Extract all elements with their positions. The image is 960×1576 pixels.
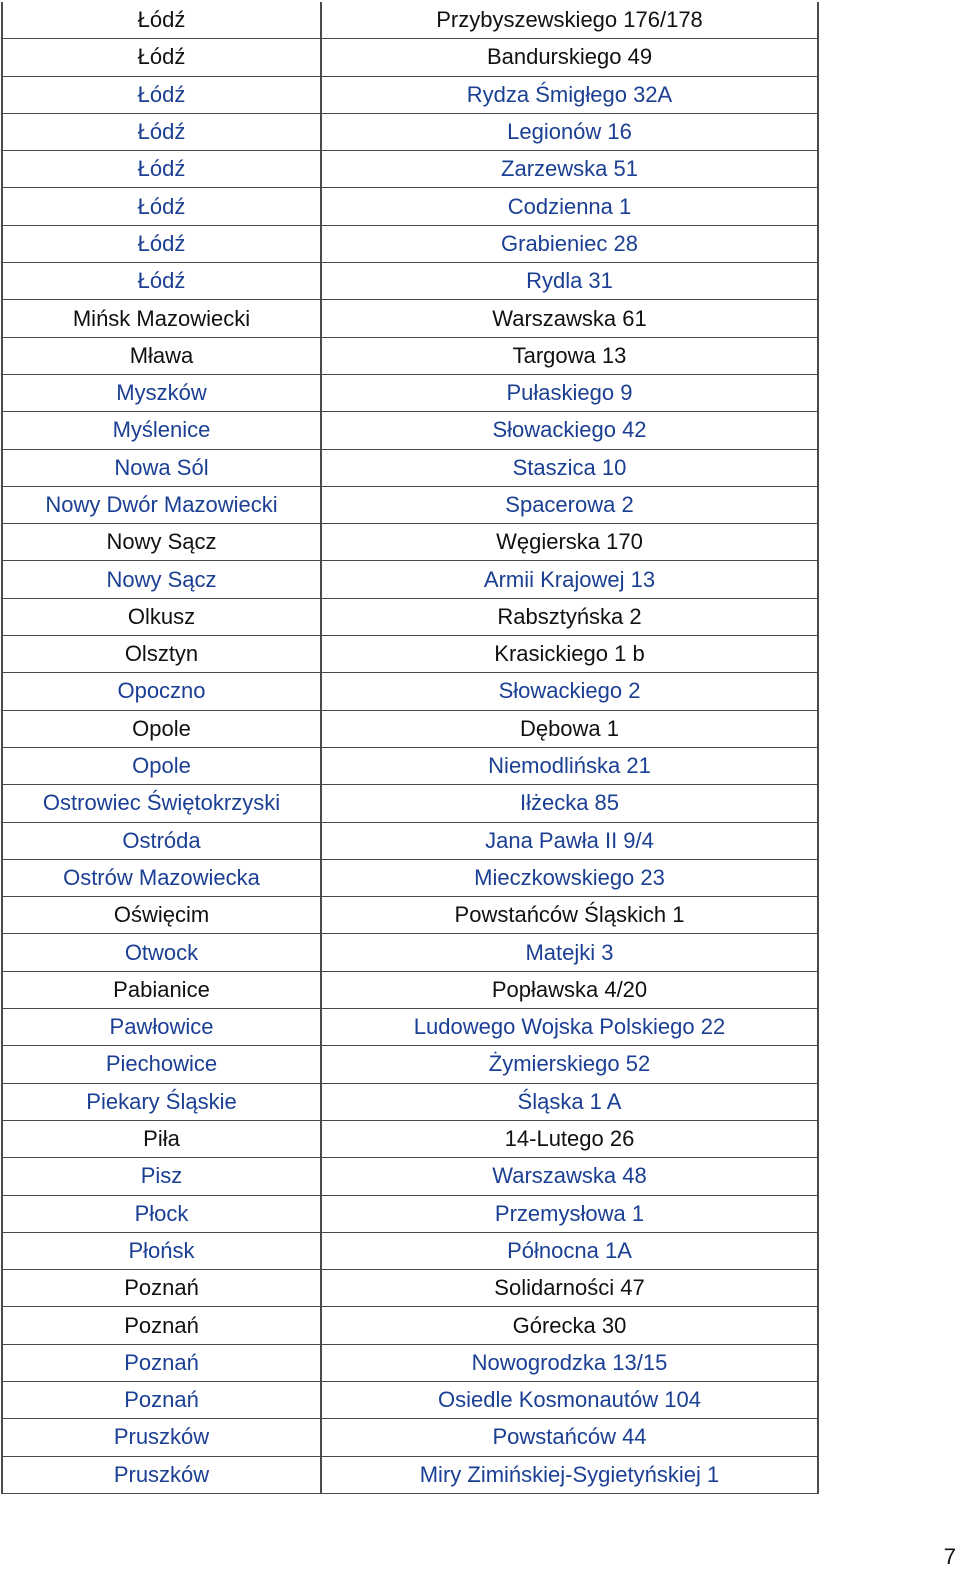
address-cell: Popławska 4/20 [321, 971, 818, 1008]
address-cell: Powstańców 44 [321, 1419, 818, 1456]
city-cell: Oświęcim [2, 897, 321, 934]
city-cell: Łódź [2, 76, 321, 113]
address-cell: Słowackiego 2 [321, 673, 818, 710]
table-row [2, 39, 818, 76]
table-row [2, 710, 818, 747]
address-cell: Przemysłowa 1 [321, 1195, 818, 1232]
city-cell: Nowa Sól [2, 449, 321, 486]
address-cell: Pułaskiego 9 [321, 374, 818, 411]
city-cell: Nowy Sącz [2, 524, 321, 561]
address-cell: Nowogrodzka 13/15 [321, 1344, 818, 1381]
city-cell: Łódź [2, 2, 321, 39]
table-row [2, 1344, 818, 1381]
table-row [2, 337, 818, 374]
address-table [1, 2, 819, 1494]
address-cell: Targowa 13 [321, 337, 818, 374]
address-cell: Niemodlińska 21 [321, 747, 818, 784]
table-row [2, 747, 818, 784]
city-cell: Łódź [2, 225, 321, 262]
city-cell: Olkusz [2, 598, 321, 635]
city-cell: Pawłowice [2, 1009, 321, 1046]
city-cell: Myślenice [2, 412, 321, 449]
address-cell: Bandurskiego 49 [321, 39, 818, 76]
table-row [2, 113, 818, 150]
city-cell: Łódź [2, 113, 321, 150]
table-row [2, 1009, 818, 1046]
table-row [2, 76, 818, 113]
city-cell: Łódź [2, 151, 321, 188]
city-cell: Poznań [2, 1344, 321, 1381]
table-row [2, 1083, 818, 1120]
city-cell: Pruszków [2, 1419, 321, 1456]
city-cell: Płock [2, 1195, 321, 1232]
table-row [2, 300, 818, 337]
table-row [2, 561, 818, 598]
city-cell: Łódź [2, 188, 321, 225]
address-cell: Dębowa 1 [321, 710, 818, 747]
address-cell: Rydza Śmigłego 32A [321, 76, 818, 113]
address-cell: Północna 1A [321, 1232, 818, 1269]
table-row [2, 1270, 818, 1307]
table-row [2, 673, 818, 710]
table-row [2, 1307, 818, 1344]
city-cell: Poznań [2, 1270, 321, 1307]
city-cell: Pisz [2, 1158, 321, 1195]
city-cell: Piechowice [2, 1046, 321, 1083]
address-cell: Śląska 1 A [321, 1083, 818, 1120]
table-row [2, 897, 818, 934]
table-row [2, 263, 818, 300]
table-row [2, 598, 818, 635]
table-row [2, 822, 818, 859]
address-cell: Jana Pawła II 9/4 [321, 822, 818, 859]
table-row [2, 1158, 818, 1195]
table-row [2, 859, 818, 896]
table-row [2, 1046, 818, 1083]
table-row [2, 374, 818, 411]
table-row [2, 971, 818, 1008]
table-row [2, 225, 818, 262]
city-cell: Ostrowiec Świętokrzyski [2, 785, 321, 822]
table-row [2, 1195, 818, 1232]
city-cell: Łódź [2, 39, 321, 76]
address-cell: Żymierskiego 52 [321, 1046, 818, 1083]
address-cell: Osiedle Kosmonautów 104 [321, 1381, 818, 1418]
city-cell: Opoczno [2, 673, 321, 710]
city-cell: Piła [2, 1120, 321, 1157]
table-row [2, 188, 818, 225]
city-cell: Olsztyn [2, 636, 321, 673]
address-cell: Krasickiego 1 b [321, 636, 818, 673]
address-cell: Iłżecka 85 [321, 785, 818, 822]
address-cell: Mieczkowskiego 23 [321, 859, 818, 896]
address-cell: Słowackiego 42 [321, 412, 818, 449]
city-cell: Mława [2, 337, 321, 374]
city-cell: Poznań [2, 1307, 321, 1344]
table-row [2, 1381, 818, 1418]
address-cell: Miry Zimińskiej-Sygietyńskiej 1 [321, 1456, 818, 1493]
city-cell: Mińsk Mazowiecki [2, 300, 321, 337]
address-cell: Grabieniec 28 [321, 225, 818, 262]
table-row [2, 934, 818, 971]
table-row [2, 2, 818, 39]
table-row [2, 412, 818, 449]
address-cell: Legionów 16 [321, 113, 818, 150]
table-row [2, 1419, 818, 1456]
table-row [2, 1232, 818, 1269]
city-cell: Otwock [2, 934, 321, 971]
table-row [2, 449, 818, 486]
city-cell: Płońsk [2, 1232, 321, 1269]
table-row [2, 636, 818, 673]
table-row [2, 785, 818, 822]
city-cell: Łódź [2, 263, 321, 300]
address-cell: Rydla 31 [321, 263, 818, 300]
city-cell: Piekary Śląskie [2, 1083, 321, 1120]
address-cell: Warszawska 61 [321, 300, 818, 337]
address-cell: Ludowego Wojska Polskiego 22 [321, 1009, 818, 1046]
address-cell: Warszawska 48 [321, 1158, 818, 1195]
table-row [2, 1456, 818, 1493]
address-cell: Codzienna 1 [321, 188, 818, 225]
city-cell: Poznań [2, 1381, 321, 1418]
address-cell: Solidarności 47 [321, 1270, 818, 1307]
address-cell: Spacerowa 2 [321, 486, 818, 523]
address-cell: Armii Krajowej 13 [321, 561, 818, 598]
table-row [2, 524, 818, 561]
city-cell: Pruszków [2, 1456, 321, 1493]
city-cell: Opole [2, 747, 321, 784]
page-number: 7 [943, 1544, 956, 1569]
address-cell: Staszica 10 [321, 449, 818, 486]
address-cell: Matejki 3 [321, 934, 818, 971]
address-cell: Przybyszewskiego 176/178 [321, 2, 818, 39]
address-table-body [2, 2, 818, 1493]
city-cell: Ostróda [2, 822, 321, 859]
city-cell: Ostrów Mazowiecka [2, 859, 321, 896]
table-row [2, 1120, 818, 1157]
table-row [2, 486, 818, 523]
table-row [2, 151, 818, 188]
address-cell: Zarzewska 51 [321, 151, 818, 188]
address-cell: 14-Lutego 26 [321, 1120, 818, 1157]
city-cell: Nowy Sącz [2, 561, 321, 598]
city-cell: Myszków [2, 374, 321, 411]
address-cell: Węgierska 170 [321, 524, 818, 561]
city-cell: Nowy Dwór Mazowiecki [2, 486, 321, 523]
address-cell: Rabsztyńska 2 [321, 598, 818, 635]
address-cell: Powstańców Śląskich 1 [321, 897, 818, 934]
city-cell: Pabianice [2, 971, 321, 1008]
address-cell: Górecka 30 [321, 1307, 818, 1344]
city-cell: Opole [2, 710, 321, 747]
